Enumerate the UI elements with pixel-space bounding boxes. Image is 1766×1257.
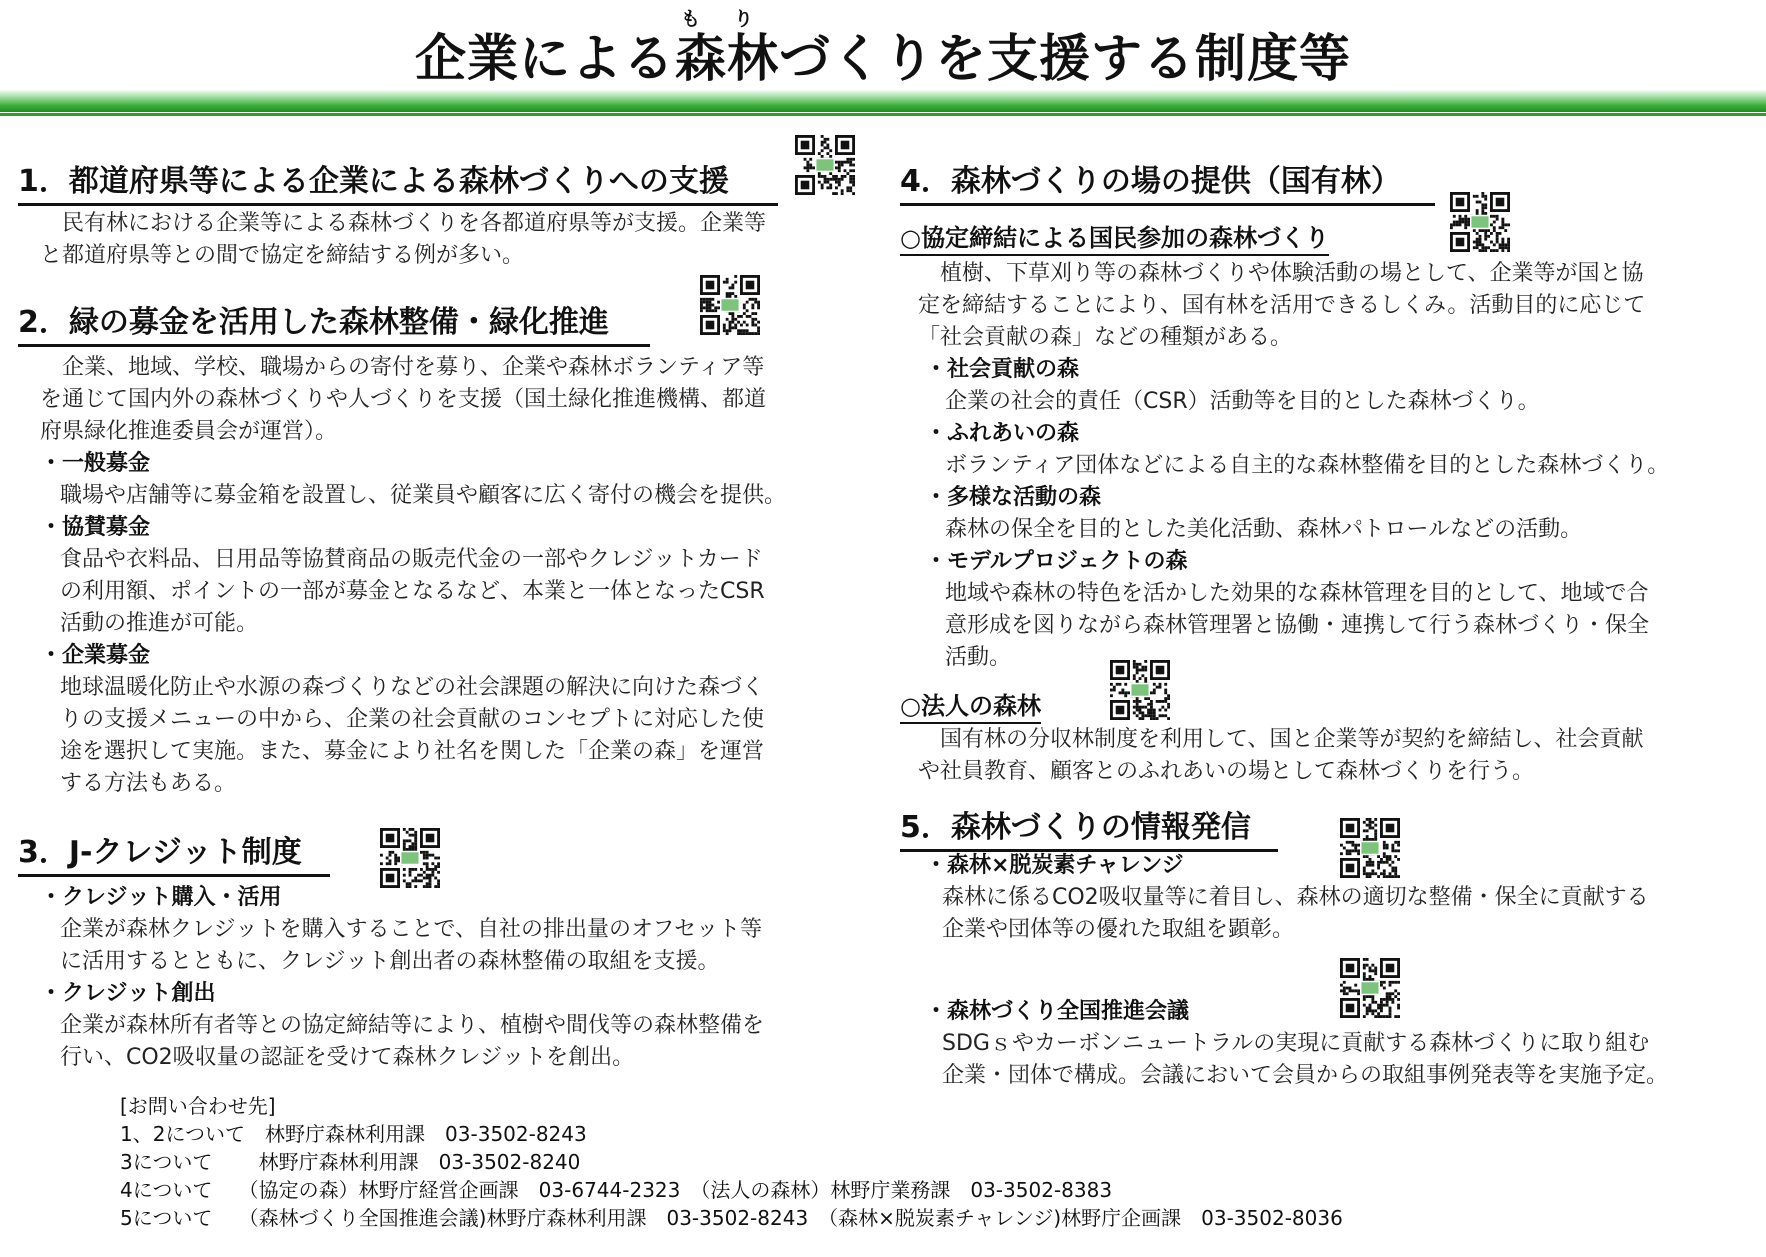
qr-code-icon[interactable]: [795, 135, 855, 195]
section-4-sub1-heading: ○協定締結による国民参加の森林づくり: [900, 222, 1329, 256]
item-body-line: りの支援メニューの中から、企業の社会貢献のコンセプトに対応した使: [60, 707, 765, 732]
item-title: ・ふれあいの森: [925, 421, 1080, 446]
item-body: [945, 386, 1540, 418]
contact-line: 3について 林野庁森林利用課 03-3502-8240: [120, 1150, 581, 1174]
item-title: ・森林づくり全国推進会議: [925, 999, 1190, 1024]
item-body-line: 企業が森林クレジットを購入することで、自社の排出量のオフセット等: [60, 917, 763, 942]
item-body-line: 森林に係るCO2吸収量等に着目し、森林の適切な整備・保全に貢献する: [942, 885, 1649, 910]
section-2-heading: 2．緑の募金を活用した森林整備・緑化推進: [18, 303, 650, 347]
item-title: ・クレジット購入・活用: [40, 885, 282, 910]
item-body: [60, 480, 786, 512]
item-body-line: 地域や森林の特色を活かした効果的な森林管理を目的として、地域で合: [945, 581, 1649, 606]
item-title: ・一般募金: [40, 451, 151, 476]
section-2-body-line: 府県緑化推進委員会が運営）。: [40, 419, 338, 444]
section-4-heading: 4．森林づくりの場の提供（国有林）: [900, 162, 1435, 206]
section-3-heading: 3．J-クレジット制度: [18, 833, 330, 877]
contact-line: 1、2について 林野庁森林利用課 03-3502-8243: [120, 1122, 587, 1146]
section-4-sub1-body: [918, 258, 1645, 354]
qr-code-icon[interactable]: [1340, 958, 1400, 1018]
item-body-line: 途を選択して実施。また、募金により社名を関した「企業の森」を運営: [60, 739, 765, 764]
qr-code-icon[interactable]: [1110, 660, 1170, 720]
item-body: [945, 578, 1649, 674]
item-body-line: ボランティア団体などによる自主的な森林整備を目的とした森林づくり。: [945, 453, 1670, 478]
title-ruby-mo: も: [681, 8, 701, 30]
item-title: ・企業募金: [40, 643, 151, 668]
item-body-line: する方法もある。: [60, 771, 237, 796]
page-title: 企業による森林づくりを支援する制度等: [414, 30, 1351, 89]
item-title: ・協賛募金: [40, 515, 151, 540]
item-body-line: の利用額、ポイントの一部が募金となるなど、本業と一体となったCSR: [60, 579, 765, 604]
contact-line: 5について （森林づくり全国推進会議)林野庁森林利用課 03-3502-8243 （森林×脱炭素チャレンジ)林野庁企画課 03-3502-8036: [120, 1206, 1343, 1230]
item-body: [942, 882, 1649, 946]
item-body-line: 活動。: [945, 645, 1012, 670]
title-ruby-ri: り: [734, 8, 754, 30]
item-body: [942, 1028, 1668, 1092]
item-body-line: 企業・団体で構成。会議において会員からの取組事例発表等を実施予定。: [942, 1063, 1669, 1088]
item-body: [945, 514, 1582, 546]
section-1-body-line: 民有林における企業等による森林づくりを各都道府県等が支援。企業等: [40, 211, 767, 236]
item-body-line: 職場や店舗等に募金箱を設置し、従業員や顧客に広く寄付の機会を提供。: [60, 483, 787, 508]
section-4-body-line: 定を締結することにより、国有林を活用できるしくみ。活動目的に応じて: [918, 293, 1646, 318]
section-1-heading: 1．都道府県等による企業による森林づくりへの支援: [18, 162, 778, 206]
item-body-line: 食品や衣料品、日用品等協賛商品の販売代金の一部やクレジットカード: [60, 547, 763, 572]
section-2-body: [40, 352, 766, 448]
item-body-line: 企業や団体等の優れた取組を顕彰。: [942, 917, 1295, 942]
qr-code-icon[interactable]: [700, 275, 760, 335]
section-1-body: [40, 208, 766, 272]
title-green-band: [0, 90, 1766, 112]
item-body-line: 森林の保全を目的とした美化活動、森林パトロールなどの活動。: [945, 517, 1583, 542]
qr-code-icon[interactable]: [1340, 818, 1400, 878]
section-4-sub2-body-line: 国有林の分収林制度を利用して、国と企業等が契約を締結し、社会貢献: [918, 727, 1644, 752]
item-body-line: 企業が森林所有者等との協定締結等により、植樹や間伐等の森林整備を: [60, 1013, 765, 1038]
qr-code-icon[interactable]: [1450, 192, 1510, 252]
section-1-body-line: と都道府県等との間で協定を締結する例が多い。: [40, 243, 525, 268]
item-body: [60, 544, 765, 640]
title-green-rule: [0, 113, 1766, 116]
item-body-line: 地球温暖化防止や水源の森づくりなどの社会課題の解決に向けた森づく: [60, 675, 765, 700]
item-title: ・クレジット創出: [40, 981, 216, 1006]
section-4-sub2-heading: ○法人の森林: [900, 690, 1041, 724]
item-body-line: SDGｓやカーボンニュートラルの実現に貢献する森林づくりに取り組む: [942, 1031, 1650, 1056]
item-body: [945, 450, 1669, 482]
qr-code-icon[interactable]: [380, 828, 440, 888]
item-body-line: 企業の社会的責任（CSR）活動等を目的とした森林づくり。: [945, 389, 1540, 414]
contact-heading: [お問い合わせ先]: [120, 1094, 276, 1118]
section-5-heading: 5．森林づくりの情報発信: [900, 808, 1278, 852]
item-body-line: 行い、CO2吸収量の認証を受けて森林クレジットを創出。: [60, 1045, 635, 1070]
section-2-body-line: 企業、地域、学校、職場からの寄付を募り、企業や森林ボランティア等: [40, 355, 765, 380]
section-4-sub2-body: [918, 724, 1644, 788]
item-body-line: 活動の推進が可能。: [60, 611, 259, 636]
section-4-sub2-body-line: や社員教育、顧客とのふれあいの場として森林づくりを行う。: [918, 759, 1535, 784]
section-4-body-line: 「社会貢献の森」などの種類がある。: [918, 325, 1293, 350]
section-2-body-line: を通じて国内外の森林づくりや人づくりを支援（国土緑化推進機構、都道: [40, 387, 767, 412]
contact-line: 4について （協定の森）林野庁経営企画課 03-6744-2323 （法人の森林）林野庁業務課 03-3502-8383: [120, 1178, 1113, 1202]
item-title: ・森林×脱炭素チャレンジ: [925, 853, 1184, 878]
item-body: [60, 914, 762, 978]
item-body: [60, 672, 764, 800]
item-title: ・モデルプロジェクトの森: [925, 549, 1188, 574]
item-title: ・多様な活動の森: [925, 485, 1102, 510]
contact-block: [120, 1092, 1343, 1232]
item-body: [60, 1010, 764, 1074]
section-4-body-line: 植樹、下草刈り等の森林づくりや体験活動の場として、企業等が国と協: [918, 261, 1644, 286]
item-body-line: に活用するとともに、クレジット創出者の森林整備の取組を支援。: [60, 949, 720, 974]
item-body-line: 意形成を図りながら森林管理署と協働・連携して行う森林づくり・保全: [945, 613, 1650, 638]
item-title: ・社会貢献の森: [925, 357, 1080, 382]
